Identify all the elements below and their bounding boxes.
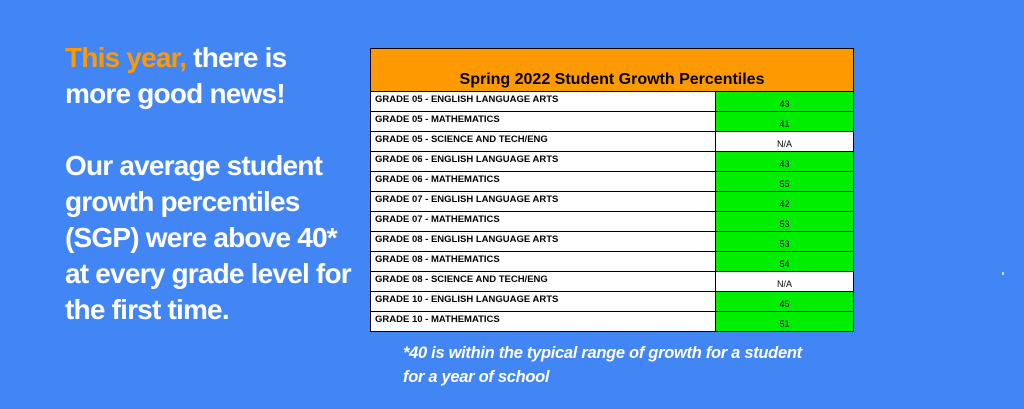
table-body (371, 92, 853, 331)
footnote: *40 is within the typical range of growth for a student for a year of school (403, 344, 802, 386)
sgp-value-cell: 51 (716, 312, 853, 331)
table-row (371, 92, 853, 112)
table-row (371, 172, 853, 192)
table-row (371, 252, 853, 272)
headline (65, 40, 355, 112)
table-row (371, 112, 853, 132)
subject-cell: GRADE 10 - ENGLISH LANGUAGE ARTS (371, 292, 716, 311)
sgp-value-cell: 43 (716, 152, 853, 171)
table-row (371, 192, 853, 212)
subject-cell: GRADE 05 - SCIENCE AND TECH/ENG (371, 132, 716, 151)
table-row (371, 212, 853, 232)
subject-cell: GRADE 06 - ENGLISH LANGUAGE ARTS (371, 152, 716, 171)
subject-cell: GRADE 08 - ENGLISH LANGUAGE ARTS (371, 232, 716, 251)
sgp-value-cell: 53 (716, 232, 853, 251)
subject-cell: GRADE 05 - ENGLISH LANGUAGE ARTS (371, 92, 716, 111)
headline-accent: This year, (65, 42, 187, 73)
sgp-value-cell: N/A (716, 132, 853, 151)
subject-cell: GRADE 10 - MATHEMATICS (371, 312, 716, 331)
subject-cell: GRADE 07 - ENGLISH LANGUAGE ARTS (371, 192, 716, 211)
sgp-value-cell: N/A (716, 272, 853, 291)
decorative-dot (1002, 272, 1004, 275)
table-title: Spring 2022 Student Growth Percentiles (371, 49, 853, 92)
sgp-table (370, 48, 854, 332)
sgp-value-cell: 54 (716, 252, 853, 271)
table-row (371, 272, 853, 292)
table-row (371, 132, 853, 152)
subject-cell: GRADE 06 - MATHEMATICS (371, 172, 716, 191)
headline-rest: there is more good news! (65, 42, 287, 109)
sgp-value-cell: 55 (716, 172, 853, 191)
sgp-value-cell: 41 (716, 112, 853, 131)
sgp-value-cell: 43 (716, 92, 853, 111)
subject-cell: GRADE 08 - MATHEMATICS (371, 252, 716, 271)
sgp-statement: Our average student growth percentiles (SGP) were above 40* at every grade level for the first time. (65, 150, 351, 325)
table-row (371, 292, 853, 312)
subject-cell: GRADE 08 - SCIENCE AND TECH/ENG (371, 272, 716, 291)
subject-cell: GRADE 05 - MATHEMATICS (371, 112, 716, 131)
sgp-value-cell: 42 (716, 192, 853, 211)
table-row (371, 312, 853, 331)
table-row (371, 232, 853, 252)
sgp-value-cell: 45 (716, 292, 853, 311)
sgp-value-cell: 53 (716, 212, 853, 231)
subject-cell: GRADE 07 - MATHEMATICS (371, 212, 716, 231)
table-row (371, 152, 853, 172)
